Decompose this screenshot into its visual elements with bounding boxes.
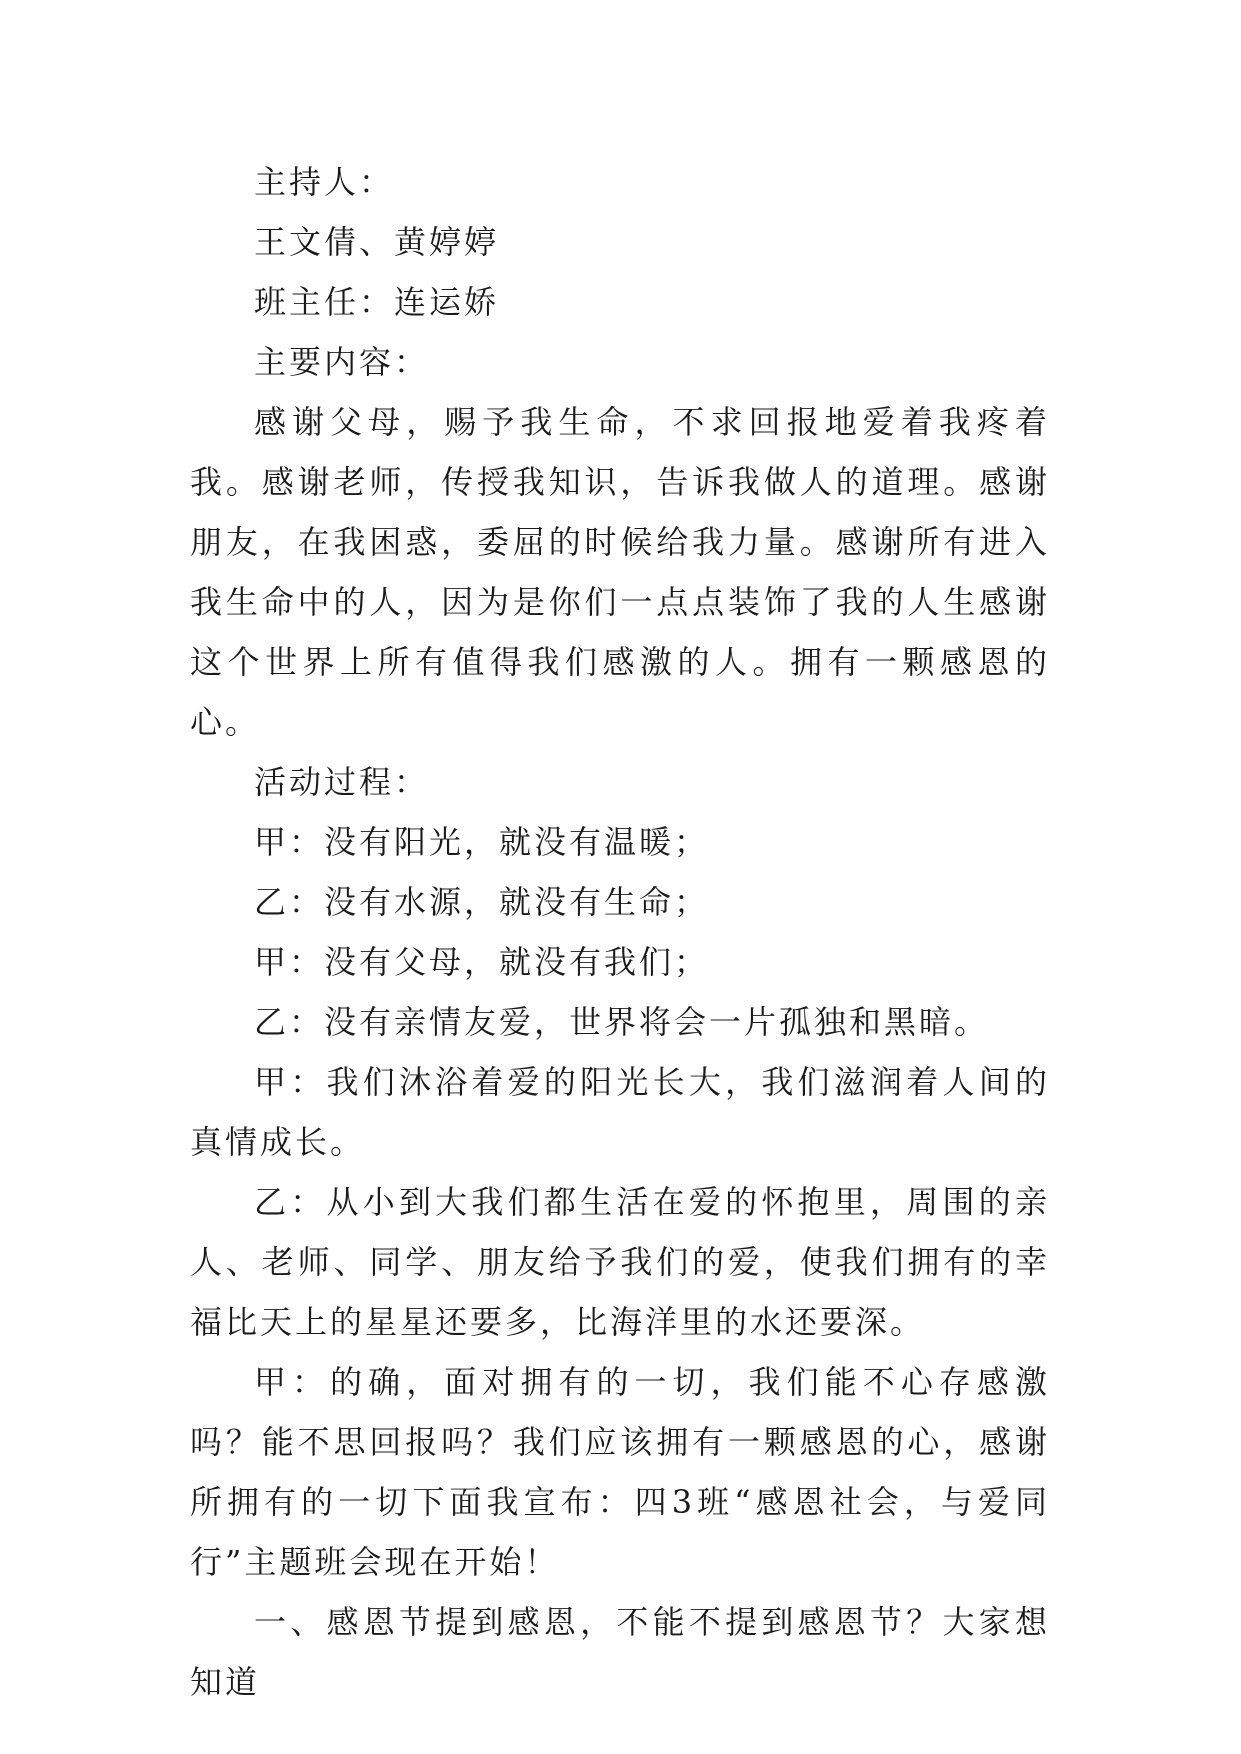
dialogue-line: 乙：没有亲情友爱，世界将会一片孤独和黑暗。 bbox=[254, 1003, 990, 1041]
host-names: 王文倩、黄婷婷 bbox=[254, 223, 500, 261]
main-content-paragraph: 感谢父母，赐予我生命，不求回报地爱着我疼着我。感谢老师，传授我知识，告诉我做人的道理。感谢朋友，在我困惑，委屈的时候给我力量。感谢所有进入我生命中的人，因为是你们一点点装饰了我的人生感谢这个世界上所有值得我们感激的人。拥有一颗感恩的心。 bbox=[190, 403, 1050, 741]
document-body bbox=[190, 152, 1050, 1712]
dialogue-line: 乙：没有水源，就没有生命； bbox=[254, 883, 710, 921]
dialogue-line: 甲：没有阳光，就没有温暖； bbox=[254, 823, 710, 861]
dialogue-line: 甲：没有父母，就没有我们； bbox=[254, 943, 710, 981]
section-heading: 一、感恩节提到感恩，不能不提到感恩节？大家想知道 bbox=[190, 1603, 1050, 1701]
dialogue-line: 甲：我们沐浴着爱的阳光长大，我们滋润着人间的真情成长。 bbox=[190, 1063, 1050, 1161]
main-content-label: 主要内容： bbox=[254, 343, 430, 381]
dialogue-line: 乙：从小到大我们都生活在爱的怀抱里，周围的亲人、老师、同学、朋友给予我们的爱，使我们拥有的幸福比天上的星星还要多，比海洋里的水还要深。 bbox=[190, 1183, 1050, 1341]
activity-process-label: 活动过程： bbox=[254, 763, 430, 801]
class-teacher: 班主任：连运娇 bbox=[254, 283, 500, 321]
dialogue-line: 甲：的确，面对拥有的一切，我们能不心存感激吗？能不思回报吗？我们应该拥有一颗感恩的心，感谢所拥有的一切下面我宣布：四3班“感恩社会，与爱同行”主题班会现在开始！ bbox=[190, 1363, 1050, 1581]
host-label: 主持人： bbox=[254, 163, 395, 201]
